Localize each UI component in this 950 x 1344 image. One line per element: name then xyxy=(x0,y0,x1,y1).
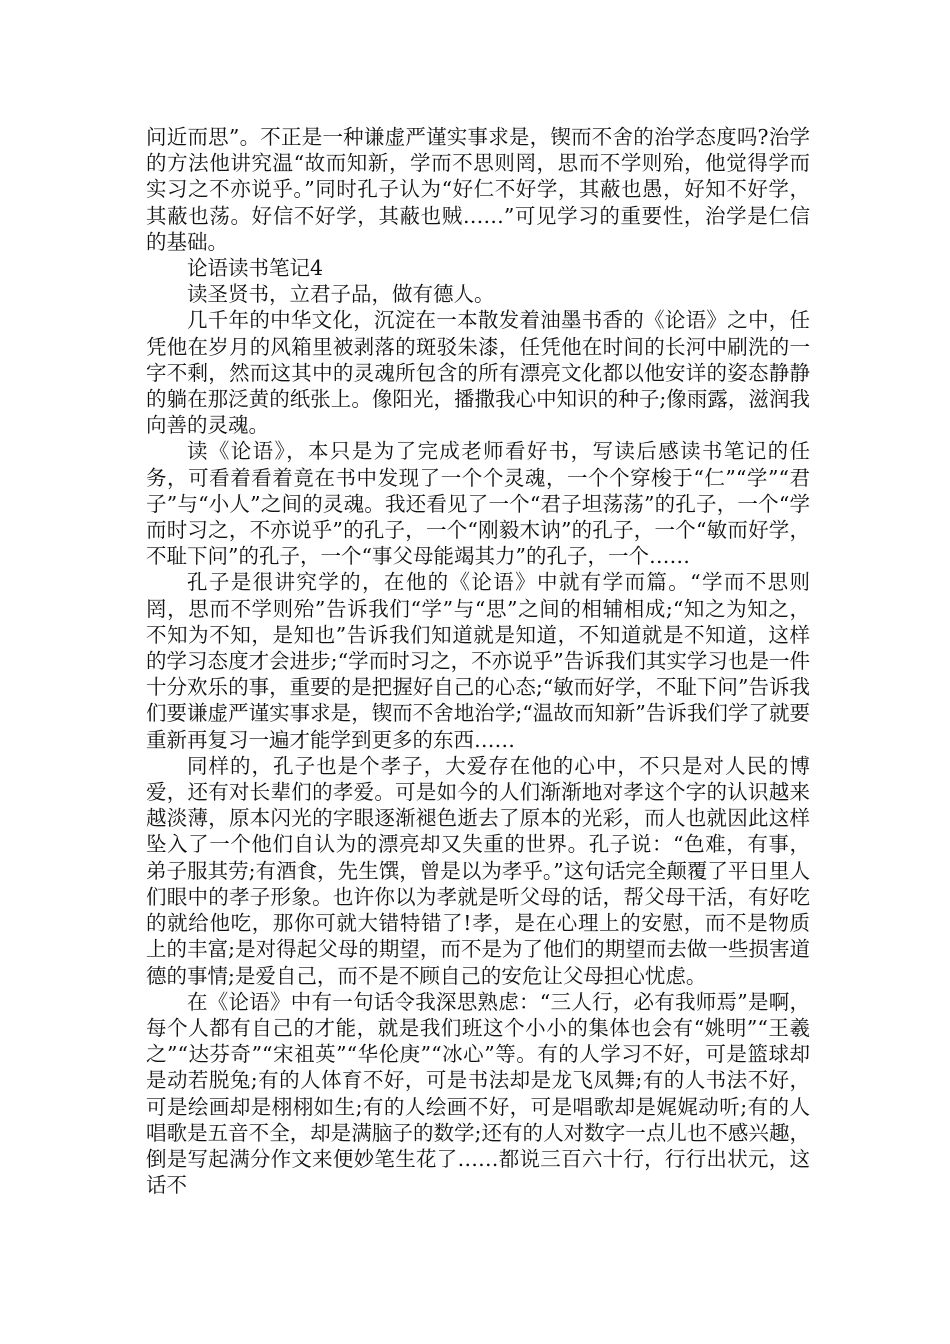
section-heading: 论语读书笔记4 xyxy=(187,256,324,281)
paragraph: 读圣贤书，立君子品，做有德人。 xyxy=(187,282,495,307)
paragraph: 几千年的中华文化，沉淀在一本散发着油墨书香的《论语》之中，任凭他在岁月的风箱里被剥落的斑驳朱漆，任凭他在时间的长河中刷洗的一字不剩，然而这其中的灵魂所包含的所有漂亮文化都以他安详的姿态静静的躺在那泛黄的纸张上。像阳光，播撒我心中知识的种子;像雨露，滋润我向善的灵魂。 xyxy=(146,308,810,438)
document-body xyxy=(146,124,810,1198)
paragraph: 读《论语》，本只是为了完成老师看好书，写读后感读书笔记的任务，可看着看着竟在书中发现了一个个灵魂，一个个穿梭于“仁”“学”“君子”与“小人”之间的灵魂。我还看见了一个“君子坦荡荡”的孔子，一个“学而时习之，不亦说乎”的孔子，一个“刚毅木讷”的孔子，一个“敏而好学，不耻下问”的孔子，一个“事父母能竭其力”的孔子，一个…… xyxy=(146,439,810,569)
paragraph: 在《论语》中有一句话令我深思熟虑：“三人行，必有我师焉”是啊，每个人都有自己的才能，就是我们班这个小小的集体也会有“姚明”“王羲之”“达芬奇”“宋祖英”“华伦庚”“冰心”等。有的人学习不好，可是篮球却是动若脱兔;有的人体育不好，可是书法却是龙飞凤舞;有的人书法不好，可是绘画却是栩栩如生;有的人绘画不好，可是唱歌却是娓娓动听;有的人唱歌是五音不全，却是满脑子的数学;还有的人对数字一点儿也不感兴趣，倒是写起满分作文来便妙笔生花了……都说三百六十行，行行出状元，这话不 xyxy=(146,989,810,1198)
paragraph: 孔子是很讲究学的，在他的《论语》中就有学而篇。“学而不思则罔，思而不学则殆”告诉我们“学”与“思”之间的相辅相成;“知之为知之，不知为不知，是知也”告诉我们知道就是知道，不知道就是不知道，这样的学习态度才会进步;“学而时习之，不亦说乎”告诉我们其实学习也是一件十分欢乐的事，重要的是把握好自己的心态;“敏而好学，不耻下问”告诉我们要谦虚严谨实事求是，锲而不舍地治学;“温故而知新”告诉我们学了就要重新再复习一遍才能学到更多的东西…… xyxy=(146,570,810,752)
paragraph-continuation: 问近而思”。不正是一种谦虚严谨实事求是，锲而不舍的治学态度吗?治学的方法他讲究温“故而知新，学而不思则罔，思而不学则殆，他觉得学而实习之不亦说乎。”同时孔子认为“好仁不好学，其蔽也愚，好知不好学，其蔽也荡。好信不好学，其蔽也贼……”可见学习的重要性，治学是仁信的基础。 xyxy=(146,125,810,254)
paragraph: 同样的，孔子也是个孝子，大爱存在他的心中，不只是对人民的博爱，还有对长辈们的孝爱。可是如今的人们渐渐地对孝这个字的认识越来越淡薄，原本闪光的字眼逐渐褪色逝去了原本的光彩，而人也就因此这样坠入了一个他们自认为的漂亮却又失重的世界。孔子说：“色难，有事，弟子服其劳;有酒食，先生馔，曾是以为孝乎。”这句话完全颠覆了平日里人们眼中的孝子形象。也许你以为孝就是听父母的话，帮父母干活，有好吃的就给他吃，那你可就大错特错了!孝，是在心理上的安慰，而不是物质上的丰富;是对得起父母的期望，而不是为了他们的期望而去做一些损害道德的事情;是爱自己，而不是不顾自己的安危让父母担心忧虑。 xyxy=(146,753,810,988)
